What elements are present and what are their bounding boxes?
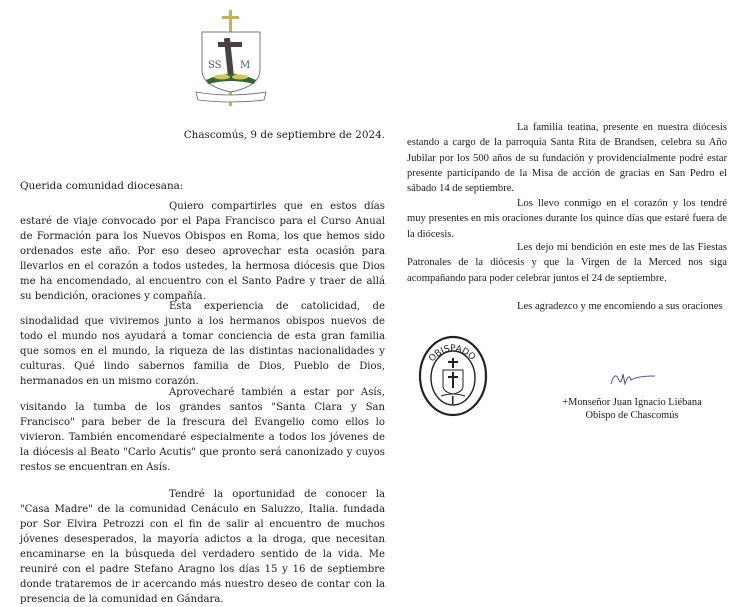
- signer-name: +Monseñor Juan Ignacio Liébana: [562, 397, 702, 408]
- seal-text: OBISPADO: [427, 343, 478, 365]
- salutation: Querida comunidad diocesana:: [20, 180, 184, 192]
- coat-of-arms-icon: [188, 8, 274, 108]
- paragraph-catholicity: Esta experiencia de catolicidad, de sinodalidad que viviremos junto a los hermanos obispos nuevos de todo el mundo nos ayudará a tomar conciencia de esta gran familia que somos en el mundo, la riqueza de las distintas nacionalidades y culturas. Qué lindo sabernos familia de Dios, Pueblo de Dios, hermanados en un mismo corazón.: [20, 301, 385, 387]
- paragraph-teatina-family: La familia teatina, presente en nuestra diócesis estando a cargo de la parroquia Santa Rita de Brandsen, celebra su Año Jubilar por los 500 años de su fundación y providencialmente podré estar presente participando de la Misa de acción de gracias en San Pedro el sábado 14 de septiembre.: [407, 122, 727, 195]
- svg-text:M: M: [240, 60, 251, 71]
- signature-icon: [607, 366, 659, 388]
- paragraph-prayers: Los llevo conmigo en el corazón y los tendré muy presentes en mis oraciones durante los quince días que estaré fuera de la diócesis.: [407, 198, 727, 240]
- paragraph-trip-rome: Quiero compartirles que en estos días estaré de viaje convocado por el Papa Francisco para el Curso Anual de Formación para los Nuevos Obispos en Roma, los que hemos sido ordenados este año. Por eso deseo aprovechar esta ocasión para llevarlos en el corazón a todos ustedes, la hermosa diócesis que Dios me ha encomendado, al encuentro con el Santo Padre y traer de allá su bendición, oraciones y compañía.: [20, 201, 385, 302]
- diocesan-seal-icon: [417, 332, 489, 418]
- paragraph-thanks: Les agradezco y me encomiendo a sus oraciones: [517, 301, 723, 312]
- place-and-date: Chascomús, 9 de septiembre de 2024.: [183, 129, 385, 141]
- paragraph-cenaculo: Tendré la oportunidad de conocer la "Casa Madre" de la comunidad Cenáculo en Saluzzo, Italia. fundada por Sor Elvira Petrozzi con el fin de salir al encuentro de muchos jóvenes desesperados, la mayoría adictos a la droga, que necesitan encaminarse en la búsqueda del verdadero sentido de la vida. Me reuniré con el padre Stefano Aragno los días 15 y 16 de septiembre donde trataremos de ir acercando más nuestro deseo de contar con la presencia de la comunidad en Gándara.: [20, 489, 385, 605]
- signer-title: Obispo de Chascomús: [585, 410, 679, 421]
- paragraph-blessing: Les dejo mi bendición en este mes de las Fiestas Patronales de la diócesis y que la Virgen de la Merced nos siga acompañando para poder celebrar juntos el 24 de septiembre.: [407, 242, 727, 284]
- paragraph-assisi: Aprovecharé también a estar por Asís, visitando la tumba de los grandes santos "Santa Clara y San Francisco" para beber de la frescura del Evangelio como ellos lo vivieron. También encomendaré especialmente a todos los jóvenes de la diócesis al Beato "Carlo Acutis" que pronto será canonizado y cuyos restos se encuentran en Asís.: [20, 387, 385, 473]
- signature-block: [557, 396, 707, 422]
- svg-text:SS: SS: [208, 60, 222, 71]
